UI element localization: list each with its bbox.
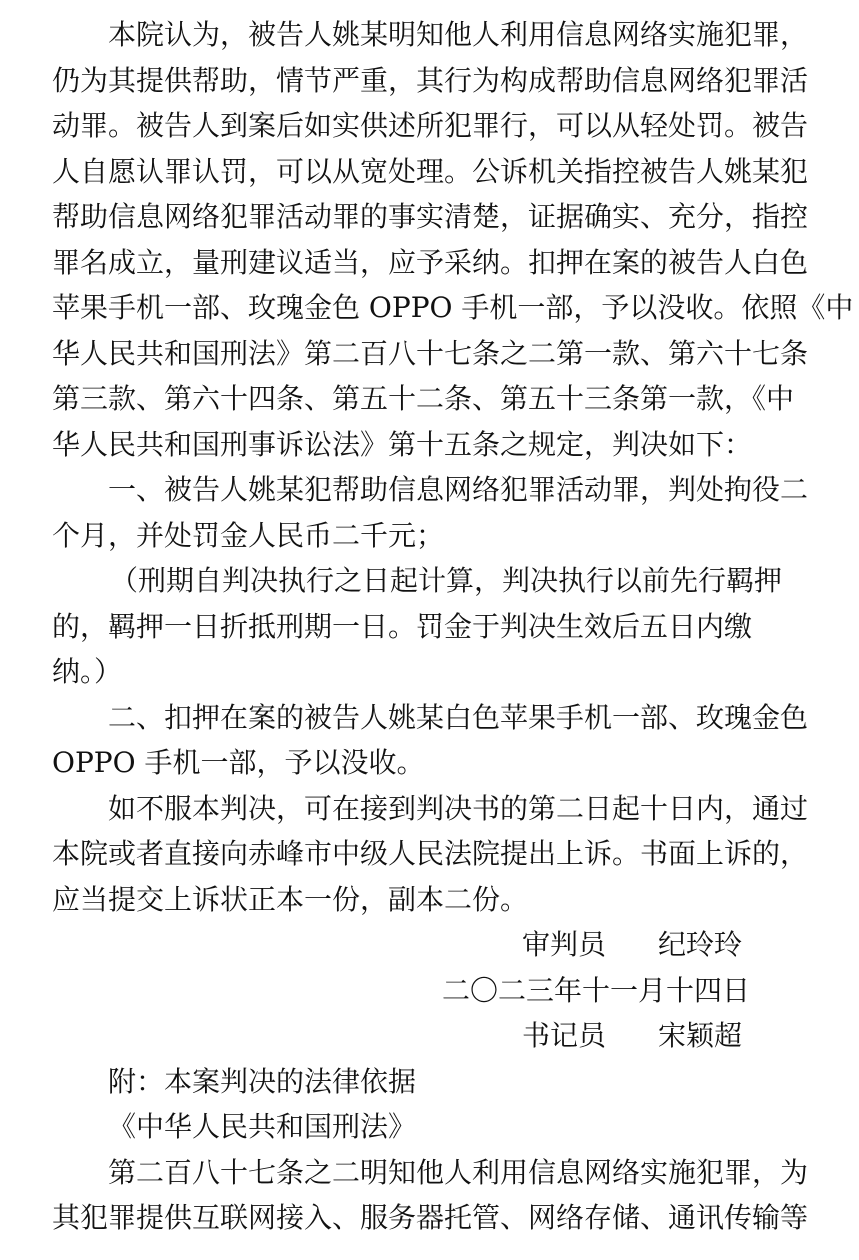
law-title: 《中华人民共和国刑法》 xyxy=(108,1110,417,1143)
text-line: 纳。） xyxy=(52,655,123,688)
court-opinion-paragraph xyxy=(52,12,854,467)
text-line: 其犯罪提供互联网接入、服务器托管、网络存储、通讯传输等 xyxy=(52,1201,809,1234)
judgment-item-1 xyxy=(52,467,809,558)
text-line: 一、被告人姚某犯帮助信息网络犯罪活动罪，判处拘役二 xyxy=(108,473,809,506)
text-line: 如不服本判决，可在接到判决书的第二日起十日内，通过 xyxy=(108,791,809,825)
text-line: 的，羁押一日折抵刑期一日。罚金于判决生效后五日内缴 xyxy=(52,609,753,643)
text-line: 华人民共和国刑法》第二百八十七条之二第一款、第六十七条 xyxy=(52,336,809,370)
clerk-signature xyxy=(52,1013,802,1059)
judge-role: 审判员 xyxy=(522,928,607,961)
judge-name: 纪玲玲 xyxy=(658,928,743,961)
text-line: 第三款、第六十四条、第五十二条、第五十三条第一款，《中 xyxy=(52,382,795,415)
text-line: 苹果手机一部、玫瑰金色 OPPO 手机一部，予以没收。依照《中 xyxy=(52,291,854,324)
text-line: OPPO 手机一部，予以没收。 xyxy=(52,746,425,779)
clerk-role: 书记员 xyxy=(522,1019,607,1052)
text-line: 本院认为，被告人姚某明知他人利用信息网络实施犯罪， xyxy=(108,18,809,51)
text-line: 二、扣押在案的被告人姚某白色苹果手机一部、玫瑰金色 xyxy=(108,700,809,734)
appendix xyxy=(52,1059,809,1241)
appendix-title: 附：本案判决的法律依据 xyxy=(108,1064,417,1098)
judgment-date xyxy=(52,968,802,1014)
sentence-note xyxy=(52,558,802,695)
judge-signature xyxy=(52,922,802,968)
text-line: 帮助信息网络犯罪活动罪的事实清楚，证据确实、充分，指控 xyxy=(52,200,809,233)
text-line: 人自愿认罪认罚，可以从宽处理。公诉机关指控被告人姚某犯 xyxy=(52,154,809,188)
signature-block xyxy=(52,922,802,1059)
judgment-item-2 xyxy=(52,695,809,786)
text-line: 个月，并处罚金人民币二千元； xyxy=(52,518,445,552)
appeal-notice xyxy=(52,786,809,923)
text-line: 动罪。被告人到案后如实供述所犯罪行，可以从轻处罚。被告 xyxy=(52,109,809,142)
date-text: 二〇二三年十一月十四日 xyxy=(442,973,751,1007)
text-line: 罪名成立，量刑建议适当，应予采纳。扣押在案的被告人白色 xyxy=(52,245,809,279)
clerk-name: 宋颖超 xyxy=(658,1019,743,1052)
text-line: 本院或者直接向赤峰市中级人民法院提出上诉。书面上诉的， xyxy=(52,837,809,870)
text-line: 第二百八十七条之二明知他人利用信息网络实施犯罪，为 xyxy=(108,1155,809,1189)
text-line: （刑期自判决执行之日起计算，判决执行以前先行羁押 xyxy=(110,564,783,597)
text-line: 仍为其提供帮助，情节严重，其行为构成帮助信息网络犯罪活 xyxy=(52,63,809,97)
judgment-document xyxy=(52,12,854,1241)
text-line: 应当提交上诉状正本一份，副本二份。 xyxy=(52,882,529,916)
text-line: 华人民共和国刑事诉讼法》第十五条之规定，判决如下： xyxy=(52,427,753,461)
